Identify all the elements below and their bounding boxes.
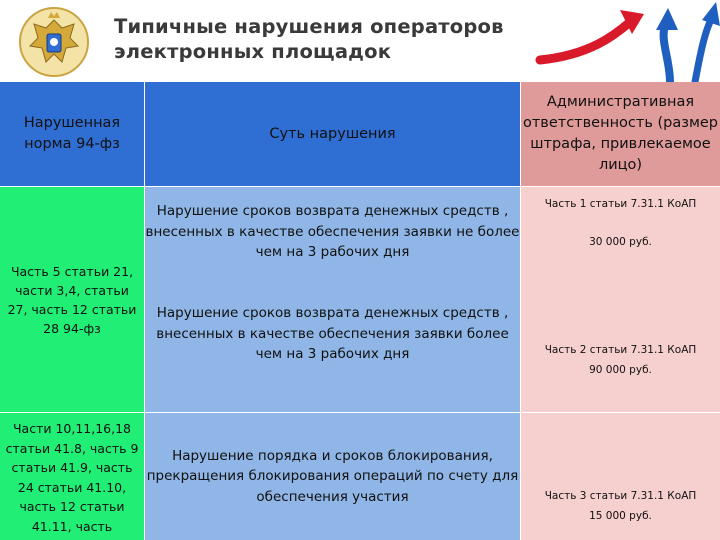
decorative-arrows-icon (520, 0, 720, 82)
liability-article-row-1: Часть 1 статьи 7.31.1 КоАП (544, 198, 697, 210)
violation-text-row-2: Нарушение сроков возврата денежных средств , внесенных в качестве обеспечения заявки более чем на 3 рабочих дня (156, 305, 509, 362)
liability-cell-group-2 (521, 413, 720, 540)
liability-fine-row-1: 30 000 руб. (589, 236, 652, 248)
column-header-liability: Административная ответственность (размер штрафа, привлекаемое лицо) (521, 82, 720, 186)
violations-table (0, 82, 720, 540)
norm-cell-group-2: Части 10,11,16,18 статьи 41.8, часть 9 статьи 41.9, часть 24 статьи 41.10, часть 12 статьи 41.11, часть (0, 413, 144, 540)
violation-text-row-3: Нарушение порядка и сроков блокирования, прекращения блокирования операций по счету для обеспечения участия (145, 413, 520, 540)
coat-of-arms-icon (18, 6, 90, 78)
violation-text-row-1: Нарушение сроков возврата денежных средств , внесенных в качестве обеспечения заявки не более чем на 3 рабочих дня (145, 203, 520, 260)
title-line-1: Типичные нарушения операторов (114, 15, 504, 38)
slide-header (0, 0, 720, 82)
column-header-norm: Нарушенная норма 94-фз (0, 82, 144, 186)
violation-cell-group-1 (145, 187, 520, 412)
column-header-violation: Суть нарушения (145, 82, 520, 186)
liability-fine-row-3: 15 000 руб. (589, 510, 652, 522)
title-line-2: электронных площадок (114, 40, 392, 63)
liability-fine-row-2: 90 000 руб. (589, 364, 652, 376)
liability-article-row-2: Часть 2 статьи 7.31.1 КоАП (544, 344, 697, 356)
liability-article-row-3: Часть 3 статьи 7.31.1 КоАП (544, 490, 697, 502)
norm-cell-group-1: Часть 5 статьи 21, части 3,4, статьи 27, часть 12 статьи 28 94-фз (0, 187, 144, 412)
liability-cell-group-1 (521, 187, 720, 412)
page-title (114, 14, 534, 64)
